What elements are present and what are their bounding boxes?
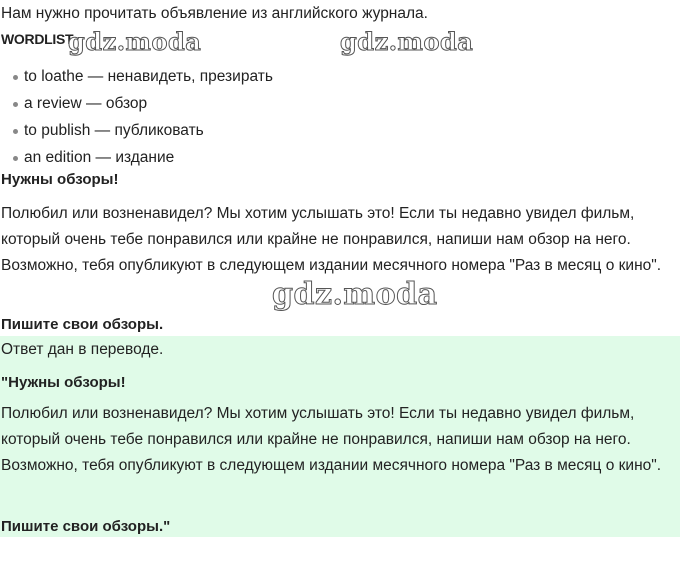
list-item: to publish — публиковать xyxy=(0,117,273,144)
list-item: a review — обзор xyxy=(0,90,273,117)
watermark: gdz.moda xyxy=(340,27,474,56)
answer-body: Полюбил или возненавидел? Мы хотим услышать это! Если ты недавно увидел фильм, который очень тебе понравился или крайне не понравился, напиши нам обзор на него. Возможно, тебя опубликуют в следующем издании месячного номера "Раз в месяц о кино". xyxy=(1,405,662,474)
answer-block xyxy=(0,336,680,537)
wordlist-heading: WORDLIST xyxy=(1,31,74,47)
answer-closing: Пишите свои обзоры." xyxy=(1,518,171,535)
watermark: gdz.moda xyxy=(272,277,438,312)
answer-heading: "Нужны обзоры! xyxy=(1,374,126,391)
wordlist xyxy=(0,63,273,171)
watermark: gdz.moda xyxy=(68,27,202,56)
ad-body: Полюбил или возненавидел? Мы хотим услышать это! Если ты недавно увидел фильм, который очень тебе понравился или крайне не понравился, напиши нам обзор на него. Возможно, тебя опубликуют в следующем издании месячного номера "Раз в месяц о кино". xyxy=(1,205,662,274)
list-item: an edition — издание xyxy=(0,144,273,171)
ad-closing: Пишите свои обзоры. xyxy=(1,316,164,333)
intro-text: Нам нужно прочитать объявление из английского журнала. xyxy=(1,5,428,22)
ad-heading: Нужны обзоры! xyxy=(1,171,119,188)
answer-note: Ответ дан в переводе. xyxy=(1,341,164,358)
list-item: to loathe — ненавидеть, презирать xyxy=(0,63,273,90)
